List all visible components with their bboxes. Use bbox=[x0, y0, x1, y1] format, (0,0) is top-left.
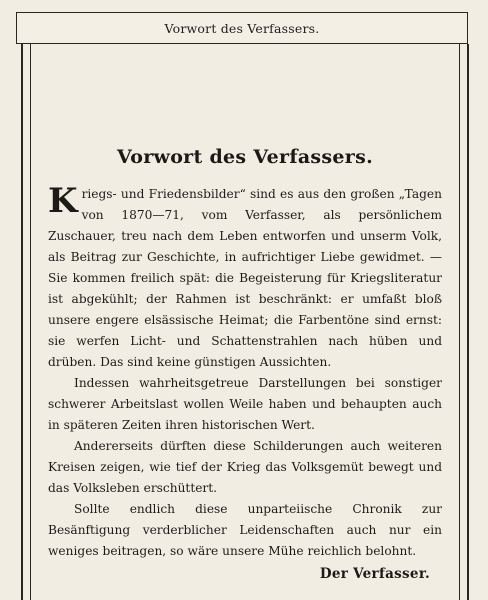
running-header bbox=[16, 12, 468, 44]
paragraph-1-text: riegs- und Friedensbilder“ sind es aus den großen „Tagen von 1870—71, vom Verfasser, als persönlichem Zuschauer, treu nach dem Leben entworfen und unserm Volk, als Beitrag zur Geschichte, in aufrichtiger Liebe gewidmet. — Sie kommen freilich spät: die Begeisterung für Kriegsliteratur ist abgekühlt; der Rahmen ist beschränkt: er umfaßt bloß unsere engere elsässische Heimat; die Farbentöne sind ernst: sie werfen Licht- und Schattenstrahlen nach hüben und drüben. Das sind keine günstigen Aussichten. bbox=[48, 187, 442, 369]
paragraph-3: Andererseits dürften diese Schilderungen auch weiteren Kreisen zeigen, wie tief der Krieg das Volksgemüt bewegt und das Volksleben erschüttert. bbox=[48, 439, 442, 495]
running-header-title: Vorwort des Verfassers. bbox=[164, 20, 320, 36]
paragraph-4: Sollte endlich diese unparteiische Chronik zur Besänftigung verderblicher Leidenschaften auch nur ein weniges beitragen, so wäre unsere Mühe reichlich belohnt. bbox=[48, 502, 442, 558]
chapter-title: Vorwort des Verfassers. bbox=[116, 146, 374, 168]
paragraph-2: Indessen wahrheitsgetreue Darstellungen bei sonstiger schwerer Arbeitslast wollen Weile haben und behaupten auch in späteren Zeiten ihren historischen Wert. bbox=[48, 376, 442, 432]
author-signature: Der Verfasser. bbox=[319, 566, 430, 582]
paragraph-1 bbox=[48, 181, 442, 373]
drop-cap-letter: K bbox=[48, 181, 78, 221]
preface-body bbox=[48, 181, 442, 562]
